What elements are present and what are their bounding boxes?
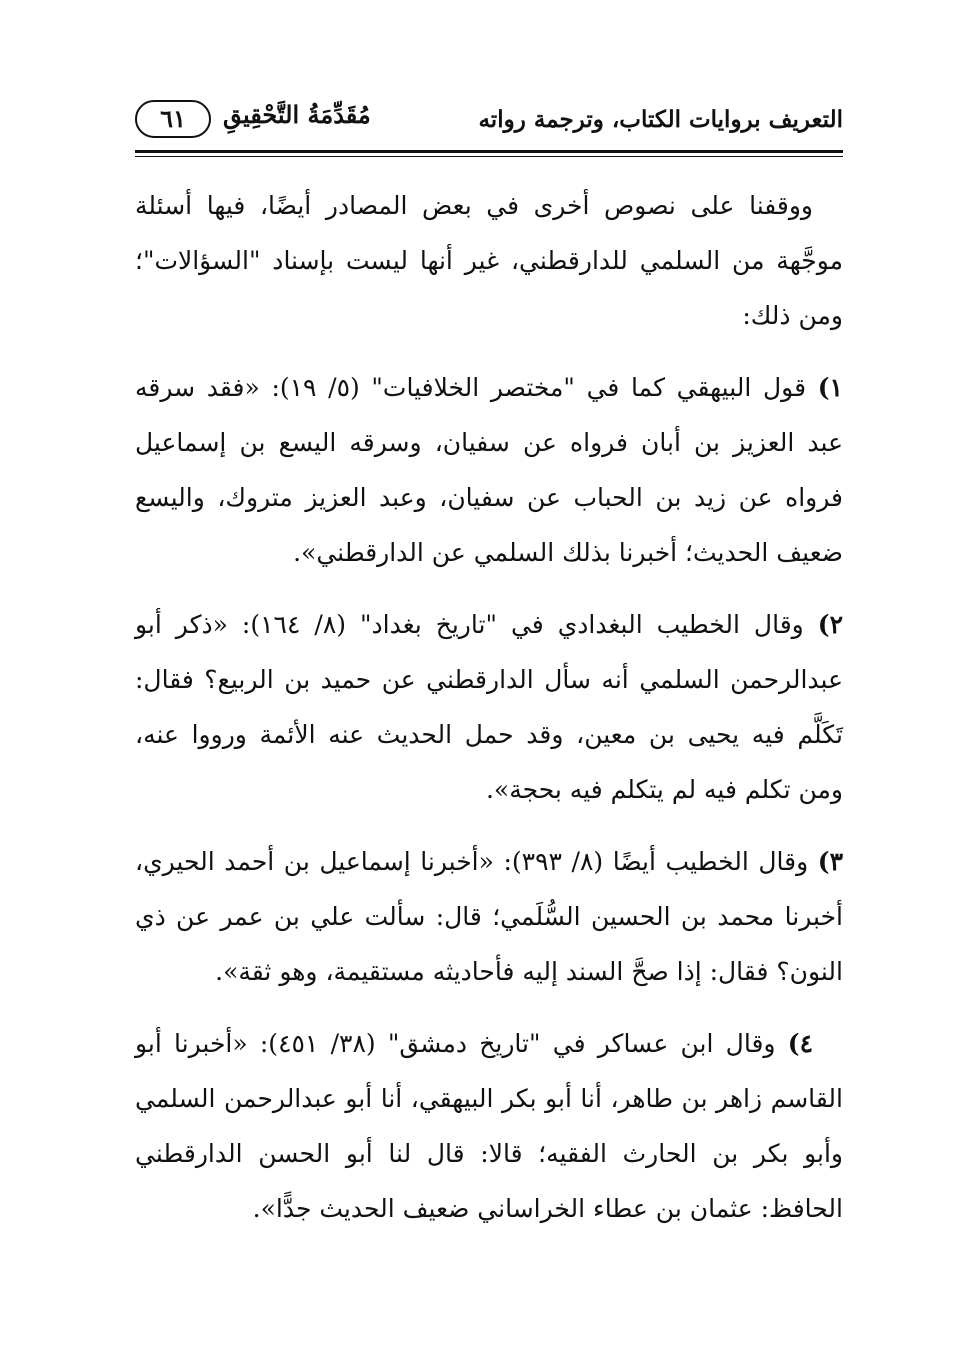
paragraph-item-3	[135, 834, 843, 999]
paragraph-text: قول البيهقي كما في "مختصر الخلافيات" (٥/ ١٩): «فقد سرقه عبد العزيز بن أبان فرواه عن سفيان، وسرقه اليسع بن إسماعيل فرواه عن زيد بن الحباب عن سفيان، وعبد العزيز متروك، واليسع ضعيف الحديث؛ أخبرنا بذلك السلمي عن الدارقطني».	[135, 373, 843, 567]
header-rule-thick	[135, 150, 843, 153]
paragraph-text: وقال الخطيب أيضًا (٨/ ٣٩٣): «أخبرنا إسماعيل بن أحمد الحيري، أخبرنا محمد بن الحسين السُّلَمي؛ قال: سألت علي بن عمر عن ذي النون؟ فقال: إذا صحَّ السند إليه فأحاديثه مستقيمة، وهو ثقة».	[135, 847, 843, 986]
item-number: ١)	[817, 373, 843, 402]
paragraph-item-4	[135, 1016, 843, 1236]
paragraph-intro	[135, 178, 843, 343]
paragraph-text: وقال ابن عساكر في "تاريخ دمشق" (٣٨/ ٤٥١): «أخبرنا أبو القاسم زاهر بن طاهر، أنا أبو بكر البيهقي، أنا أبو عبدالرحمن السلمي وأبو بكر بن الحارث الفقيه؛ قالا: قال لنا أبو الحسن الدارقطني الحافظ: عثمان بن عطاء الخراساني ضعيف الحديث جدًّا».	[135, 1029, 843, 1223]
paragraph-text: وقال الخطيب البغدادي في "تاريخ بغداد" (٨/ ١٦٤): «ذكر أبو عبدالرحمن السلمي أنه سأل الدارقطني عن حميد بن الربيع؟ فقال: تَكَلَّم فيه يحيى بن معين، وقد حمل الحديث عنه الأئمة ورووا عنه، ومن تكلم فيه لم يتكلم فيه بحجة».	[135, 610, 844, 804]
item-number: ٤)	[787, 1029, 813, 1058]
running-title: التعريف بروايات الكتاب، وترجمة رواته	[478, 106, 843, 133]
item-number: ٣)	[817, 847, 844, 876]
paragraph-text: ووقفنا على نصوص أخرى في بعض المصادر أيضًا، فيها أسئلة موجَّهة من السلمي للدارقطني، غير أنها ليست بإسناد "السؤالات"؛ ومن ذلك:	[135, 191, 843, 330]
page-header	[135, 92, 843, 150]
body-text	[135, 178, 843, 1253]
header-rule-thin	[135, 156, 843, 157]
item-number: ٢)	[817, 610, 844, 639]
page-number: ٦١	[135, 100, 211, 138]
section-title: مُقَدِّمَةُ التَّحْقِيقِ	[223, 100, 371, 129]
paragraph-item-2	[135, 597, 843, 817]
paragraph-item-1	[135, 360, 843, 580]
